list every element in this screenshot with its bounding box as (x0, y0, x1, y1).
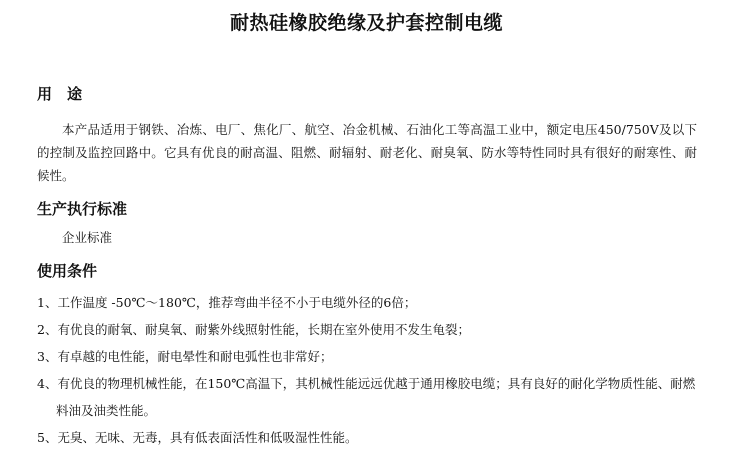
condition-item-3: 3、有卓越的电性能，耐电晕性和耐电弧性也非常好； (37, 349, 333, 364)
usage-paragraph: 本产品适用于钢铁、冶炼、电厂、焦化厂、航空、冶金机械、石油化工等高温工业中，额定电压450/750V及以下的控制及监控回路中。它具有优良的耐高温、阻燃、耐辐射、耐老化、耐臭氧、防水等特性同时具有很好的耐寒性、耐候性。 (37, 122, 697, 183)
condition-item-1: 1、工作温度 -50℃～180℃，推荐弯曲半径不小于电缆外径的6倍； (37, 295, 417, 310)
conditions-heading: 使用条件 (37, 262, 98, 280)
condition-item-4: 4、有优良的物理机械性能，在150℃高温下，其机械性能远远优越于通用橡胶电缆；具有良好的耐化学物质性能、耐燃料油及油类性能。 (37, 376, 696, 418)
condition-item-2: 2、有优良的耐氧、耐臭氧、耐紫外线照射性能，长期在室外使用不发生龟裂； (37, 322, 470, 337)
standard-heading: 生产执行标准 (37, 200, 128, 218)
page-title: 耐热硅橡胶绝缘及护套控制电缆 (229, 12, 503, 34)
condition-item-5: 5、无臭、无味、无毒，具有低表面活性和低吸湿性性能。 (37, 430, 358, 445)
conditions-list (37, 289, 697, 451)
usage-heading: 用 途 (37, 85, 83, 103)
standard-text: 企业标准 (62, 230, 113, 245)
